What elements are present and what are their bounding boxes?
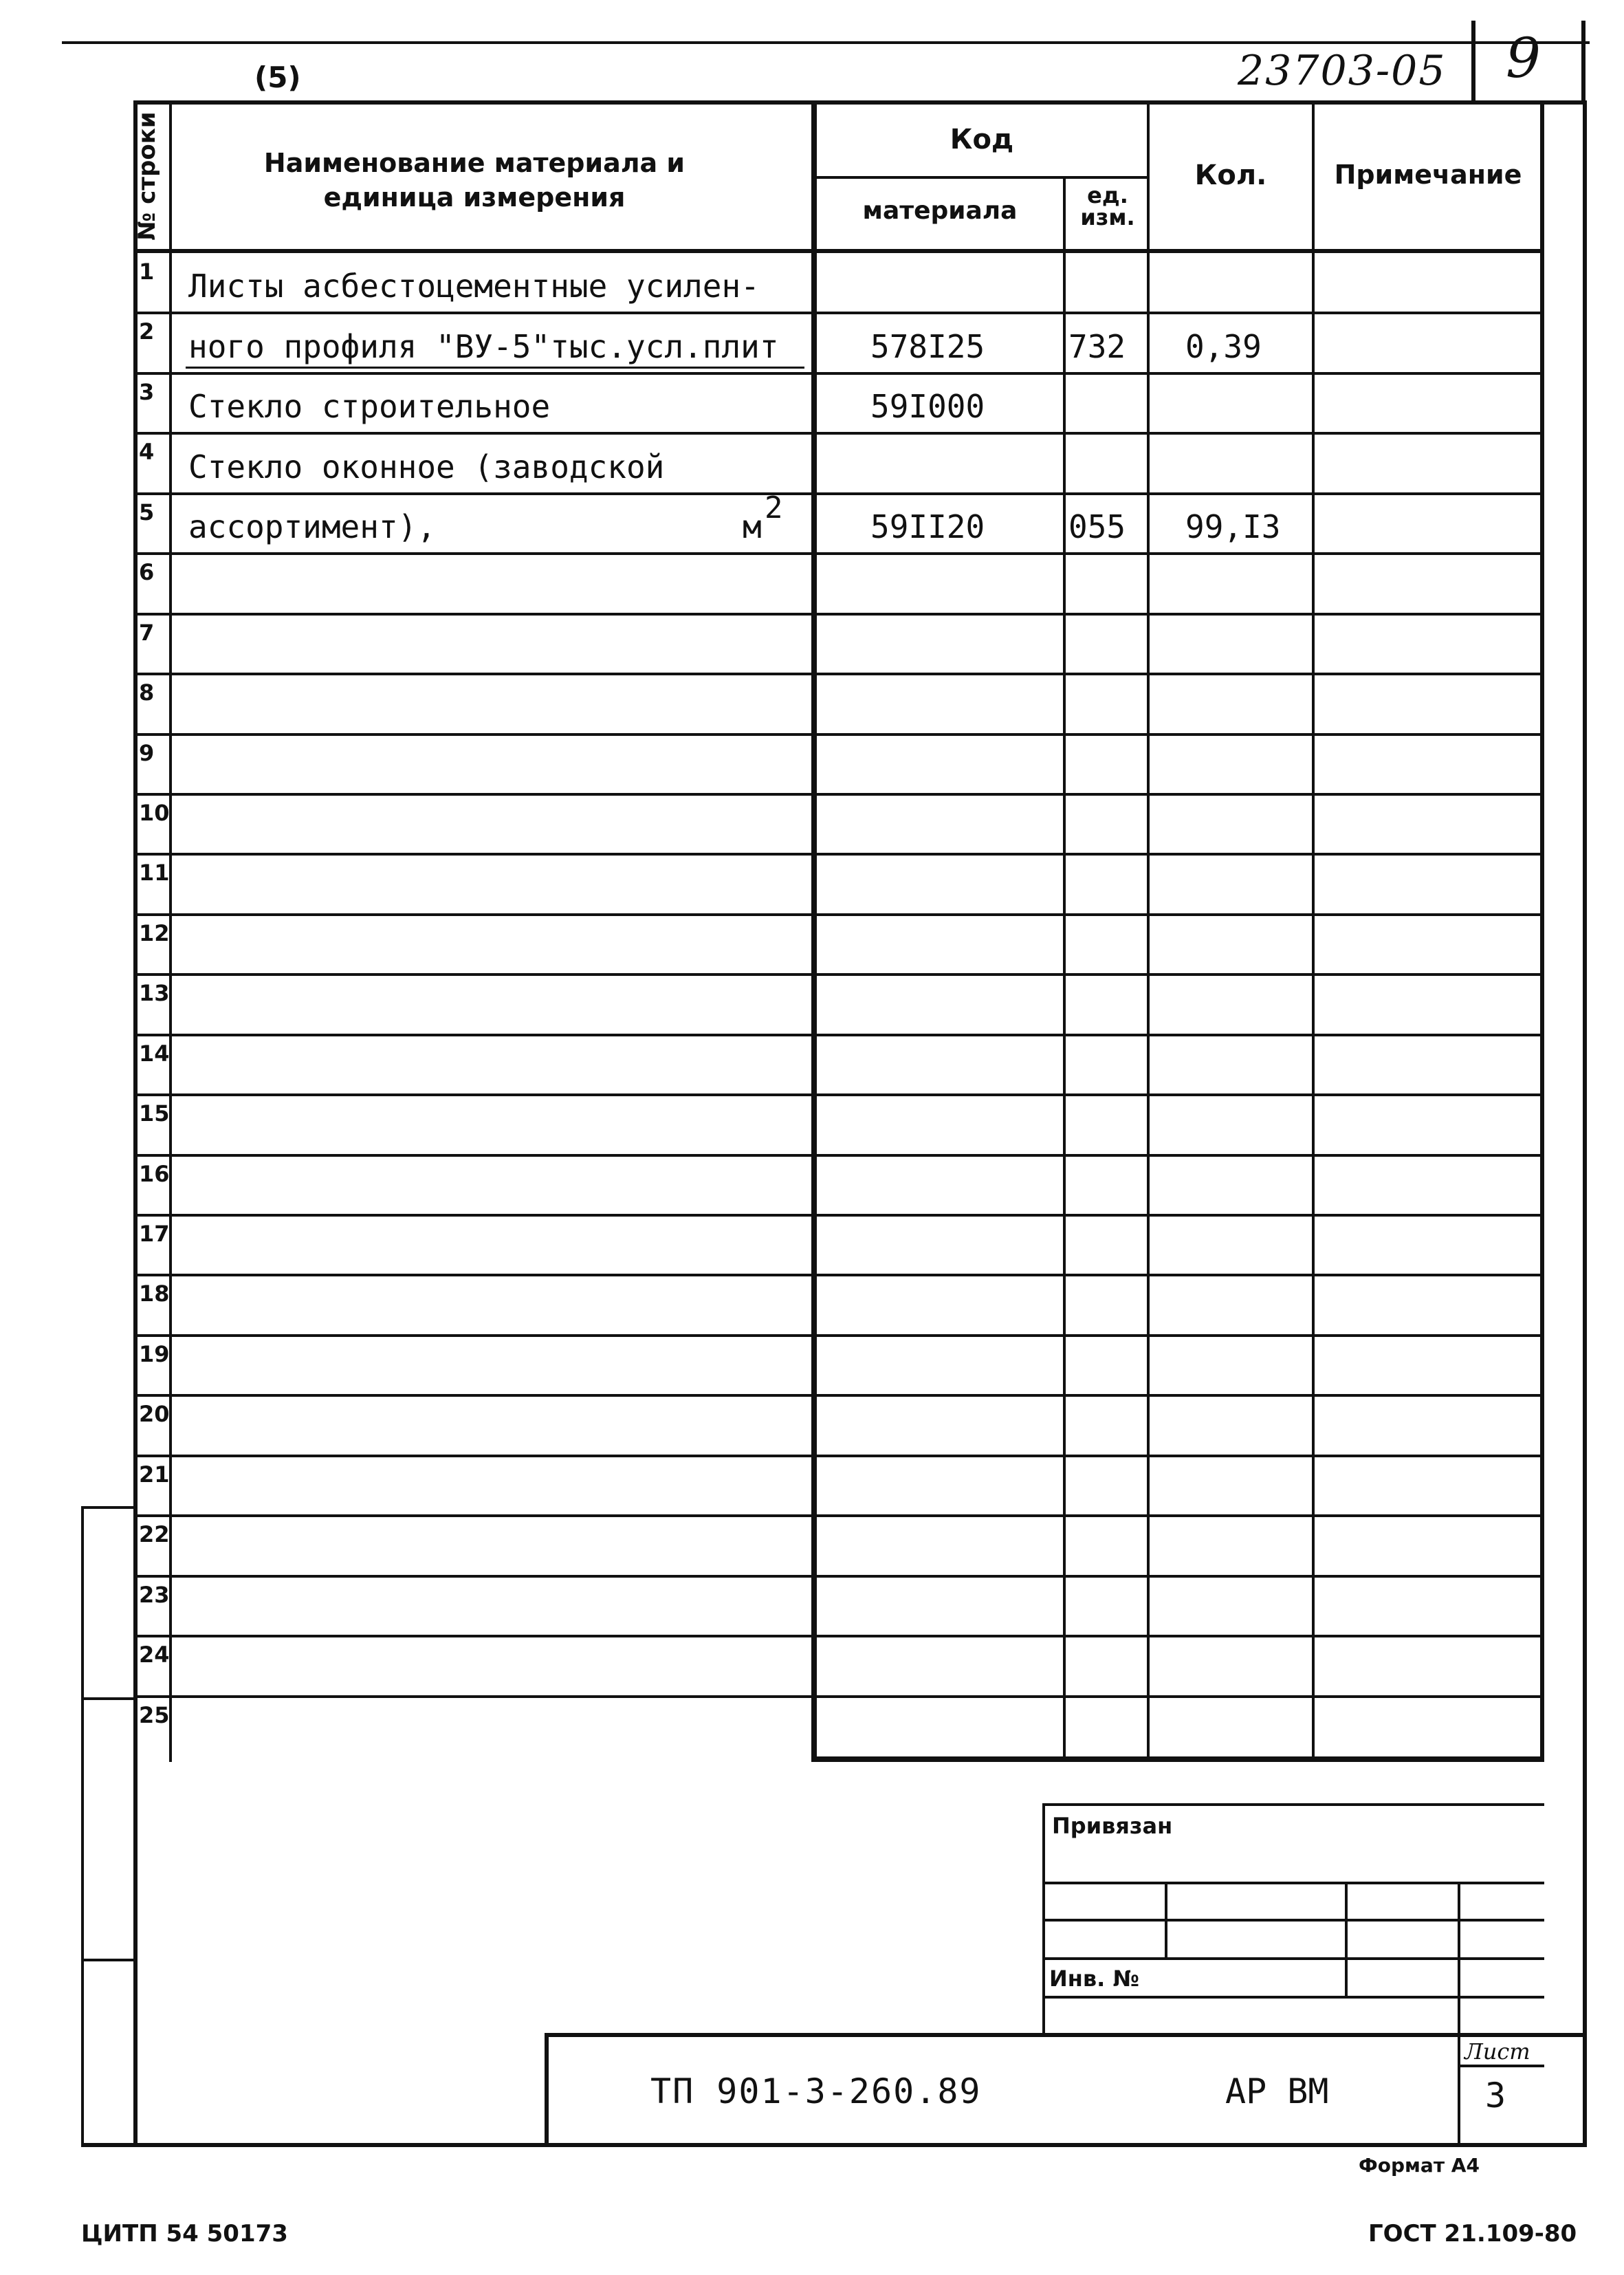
format-label: Формат А4 xyxy=(1359,2154,1480,2177)
row-number: 7 xyxy=(139,619,155,646)
frame-right xyxy=(1583,100,1587,2144)
row-number: 13 xyxy=(139,980,170,1007)
row-line xyxy=(135,733,1541,736)
binding-margin-mid1 xyxy=(81,1697,136,1700)
row-number: 22 xyxy=(139,1521,170,1548)
row-line xyxy=(135,1695,1541,1698)
unit-code: 732 xyxy=(1068,327,1126,365)
row-line xyxy=(135,1214,1541,1217)
stamp-grid-h1 xyxy=(1042,1882,1544,1884)
title-block-top xyxy=(545,2033,1585,2037)
stamp-designation: ТП 901-3-260.89 xyxy=(650,2071,982,2111)
stamp-grid-h4 xyxy=(1042,1996,1544,1999)
row-line xyxy=(135,432,1541,435)
col-sep-unit xyxy=(1147,100,1150,1762)
unit-code: 055 xyxy=(1068,508,1126,546)
row-line xyxy=(135,1575,1541,1578)
row-line xyxy=(135,1034,1541,1036)
material-name: ассортимент), xyxy=(188,508,437,546)
stamp-privyazan-label: Привязан xyxy=(1052,1813,1173,1839)
binding-margin-mid2 xyxy=(81,1959,136,1961)
row-line xyxy=(135,853,1541,856)
unit-superscript: 2 xyxy=(765,490,783,526)
row-number: 4 xyxy=(139,439,155,466)
row-number: 14 xyxy=(139,1040,170,1067)
col-sep-code xyxy=(1063,176,1066,1762)
table-right-border xyxy=(1540,100,1544,1762)
row-line xyxy=(135,973,1541,976)
row-line xyxy=(135,1455,1541,1457)
row-number: 19 xyxy=(139,1340,170,1367)
unit-symbol: м xyxy=(743,508,762,546)
row-number: 2 xyxy=(139,318,155,345)
list-label-underline xyxy=(1458,2065,1544,2067)
page-number: 9 xyxy=(1506,26,1541,90)
row-line xyxy=(135,1514,1541,1517)
row-line xyxy=(135,1635,1541,1637)
col-header-rownum: № строки xyxy=(133,111,161,241)
material-name: ного профиля "ВУ-5"тыс.усл.плит xyxy=(188,327,779,365)
row-number: 3 xyxy=(139,378,155,405)
row-number: 15 xyxy=(139,1100,170,1127)
row-line xyxy=(135,372,1541,375)
row-line xyxy=(135,492,1541,495)
col-header-code-material: материала xyxy=(862,197,1018,225)
material-name: Стекло строительное xyxy=(188,388,551,426)
row-line xyxy=(135,613,1541,616)
material-name: Листы асбестоцементные усилен- xyxy=(188,268,760,305)
stamp-grid-v2 xyxy=(1345,1882,1348,1999)
table-bottom xyxy=(811,1756,1544,1762)
material-code: 578I25 xyxy=(870,327,985,365)
stamp-inv-label: Инв. № xyxy=(1049,1966,1139,1992)
binding-margin-left xyxy=(81,1506,84,2144)
stamp-section: АР ВМ xyxy=(1225,2071,1329,2111)
row-number: 20 xyxy=(139,1401,170,1428)
title-block-left xyxy=(545,2034,549,2146)
stamp-list-label: Лист xyxy=(1464,2038,1530,2065)
header-bottom xyxy=(133,249,1544,253)
sheet-ref: (5) xyxy=(254,61,301,94)
frame-bottom xyxy=(81,2143,1587,2147)
material-code: 59II20 xyxy=(870,508,985,546)
col-header-qty: Кол. xyxy=(1194,160,1267,191)
row-line xyxy=(135,793,1541,796)
row-number: 16 xyxy=(139,1160,170,1187)
col-sep-name xyxy=(811,100,817,1762)
page-number-box-right xyxy=(1581,21,1585,103)
row-line xyxy=(135,913,1541,916)
row-line xyxy=(135,1154,1541,1157)
row-number: 25 xyxy=(139,1701,170,1728)
material-name: Стекло оконное (заводской xyxy=(188,448,665,486)
col-header-name: Наименование материала и единица измерения xyxy=(263,148,685,213)
top-border-line xyxy=(62,41,1590,44)
quantity: 0,39 xyxy=(1185,327,1262,365)
stamp-list-value: 3 xyxy=(1485,2076,1506,2115)
col-header-code-unit: ед. изм. xyxy=(1080,182,1135,230)
row2-underline xyxy=(186,367,804,369)
row-number: 10 xyxy=(139,799,170,826)
stamp-grid-v3 xyxy=(1458,1882,1460,2143)
page-number-box-left xyxy=(1471,21,1475,103)
material-code: 59I000 xyxy=(870,388,985,426)
row-number: 8 xyxy=(139,679,155,706)
doc-number-handwritten: 23703-05 xyxy=(1238,47,1447,95)
footer-left: ЦИТП 54 50173 xyxy=(81,2220,288,2247)
row-number: 1 xyxy=(139,259,155,285)
binding-margin-top xyxy=(81,1506,136,1509)
row-line xyxy=(135,673,1541,675)
col-header-code: Код xyxy=(950,124,1014,155)
row-number: 18 xyxy=(139,1281,170,1307)
row-line xyxy=(135,1334,1541,1337)
stamp-grid-h3 xyxy=(1042,1957,1544,1960)
row-line xyxy=(135,552,1541,555)
footer-right: ГОСТ 21.109-80 xyxy=(1368,2220,1577,2247)
stamp-grid-v1 xyxy=(1165,1882,1167,1959)
row-number: 9 xyxy=(139,739,155,766)
row-number: 11 xyxy=(139,860,170,886)
frame-top xyxy=(133,100,1587,105)
row-number: 24 xyxy=(139,1642,170,1668)
row-number: 17 xyxy=(139,1221,170,1248)
col-sep-qty xyxy=(1312,100,1315,1762)
row-line xyxy=(135,312,1541,314)
col-header-note: Примечание xyxy=(1334,160,1522,190)
row-line xyxy=(135,1093,1541,1096)
row-number: 6 xyxy=(139,559,155,586)
quantity: 99,I3 xyxy=(1185,508,1281,546)
row-line xyxy=(135,1394,1541,1397)
stamp-grid-h2 xyxy=(1042,1919,1544,1922)
stamp-privyazan-top xyxy=(1042,1803,1544,1806)
row-line xyxy=(135,1274,1541,1276)
code-header-split xyxy=(811,176,1148,179)
row-number: 5 xyxy=(139,499,155,525)
row-number: 23 xyxy=(139,1581,170,1608)
row-number: 12 xyxy=(139,919,170,946)
row-number: 21 xyxy=(139,1461,170,1488)
